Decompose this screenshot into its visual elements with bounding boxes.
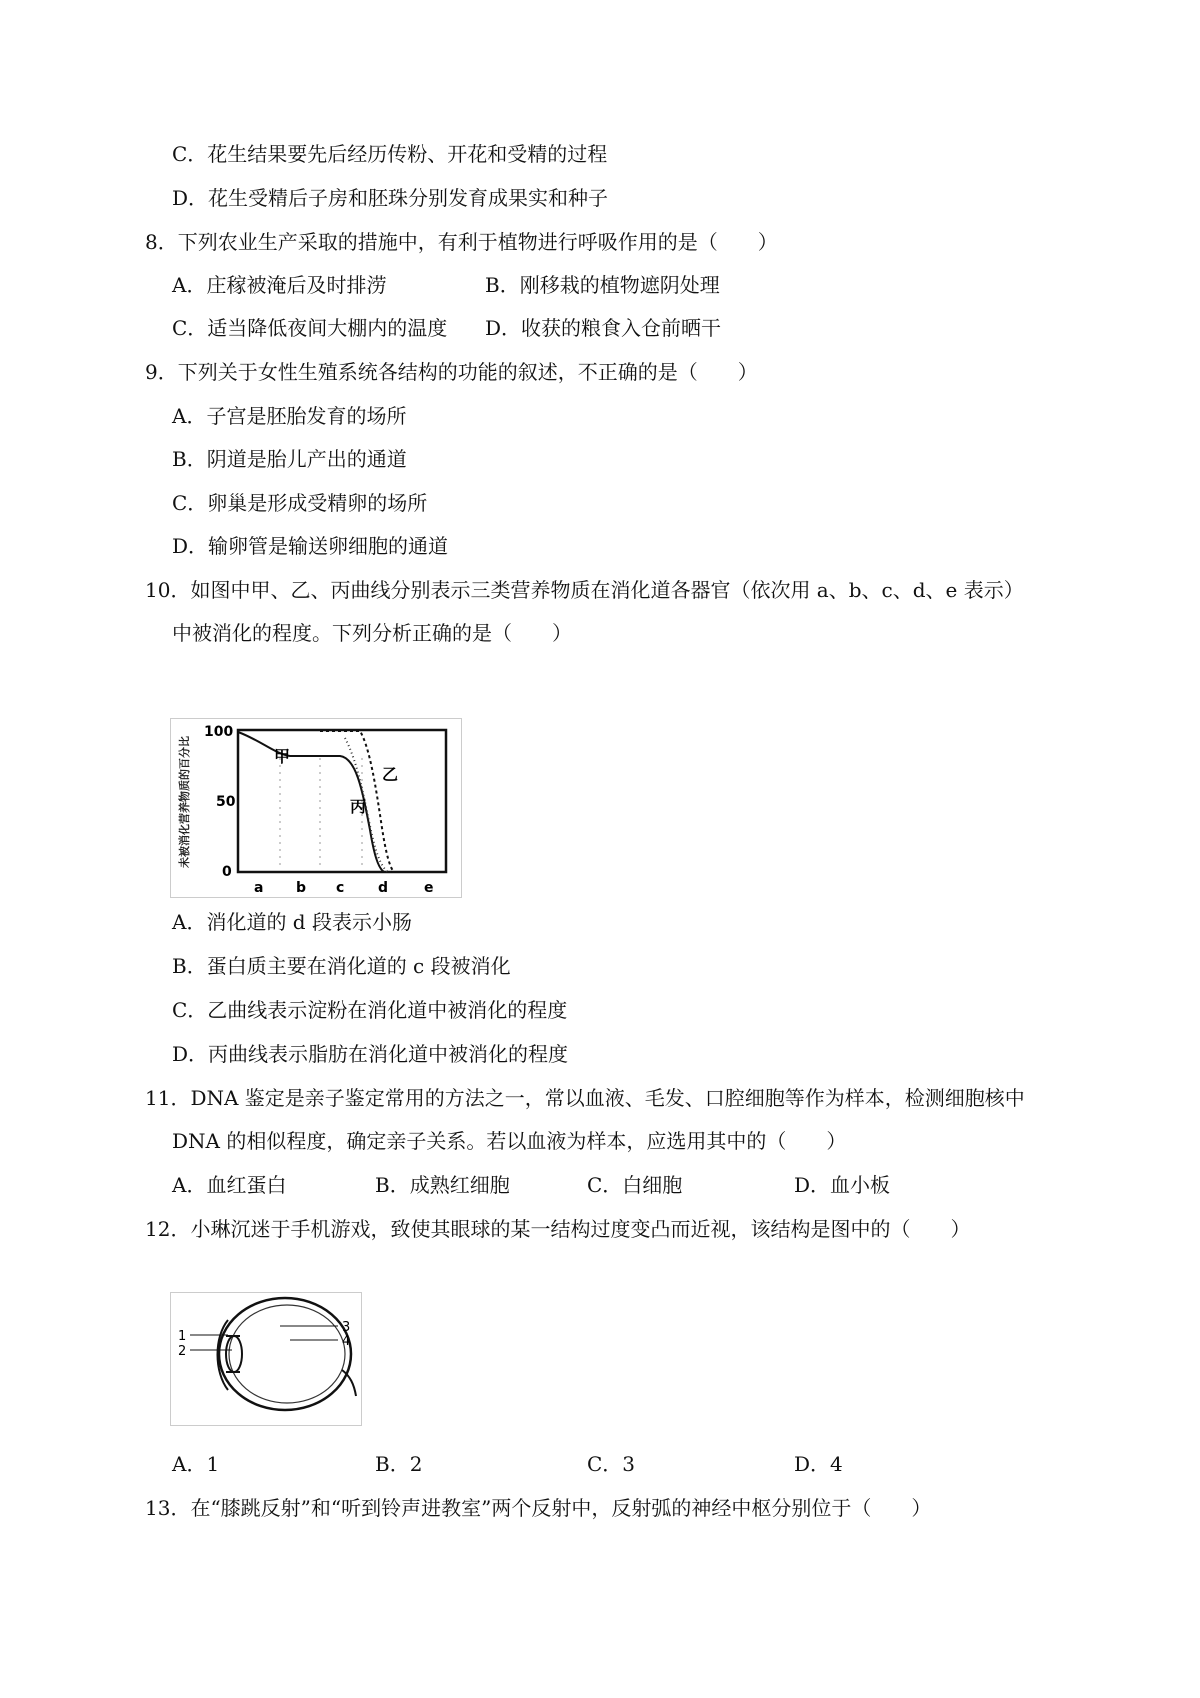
q11-stem-line1: 11．DNA 鉴定是亲子鉴定常用的方法之一，常以血液、毛发、口腔细胞等作为样本，检测细胞核中 [145,1086,1025,1110]
xtick-c: c [336,880,345,896]
xtick-a: a [254,880,264,896]
q10-stem-line1: 10．如图中甲、乙、丙曲线分别表示三类营养物质在消化道各器官（依次用 a、b、c、d、e 表示） [145,578,1024,602]
eye-label-1: 1 [178,1329,187,1344]
label-yi: 乙 [382,765,399,784]
q7-option-c: C．花生结果要先后经历传粉、开花和受精的过程 [172,142,608,166]
q11-option-b: B．成熟红细胞 [375,1173,510,1197]
q9-option-d: D．输卵管是输送卵细胞的通道 [172,534,449,558]
q12-stem: 12．小琳沉迷于手机游戏，致使其眼球的某一结构过度变凸而近视，该结构是图中的（ ） [145,1217,971,1241]
q8-option-a: A．庄稼被淹后及时排涝 [172,273,387,297]
eye-label-3: 3 [342,1320,351,1335]
q8-option-c: C．适当降低夜间大棚内的温度 [172,316,448,340]
figure-ylabel: 未被消化营养物质的百分比 [178,736,191,868]
label-jia: 甲 [274,747,291,766]
q10-option-d: D．丙曲线表示脂肪在消化道中被消化的程度 [172,1042,569,1066]
ytick-100: 100 [204,724,234,740]
q9-option-a: A．子宫是胚胎发育的场所 [172,404,407,428]
q10-option-a: A．消化道的 d 段表示小肠 [172,910,412,934]
q13-stem: 13．在“膝跳反射”和“听到铃声进教室”两个反射中，反射弧的神经中枢分别位于（ ） [145,1496,932,1520]
q12-option-b: B．2 [375,1452,423,1476]
q12-option-c: C．3 [587,1452,636,1476]
q11-option-a: A．血红蛋白 [172,1173,287,1197]
q8-stem: 8．下列农业生产采取的措施中，有利于植物进行呼吸作用的是（ ） [145,230,778,254]
eyeball-figure [170,1292,362,1426]
q12-option-d: D．4 [794,1452,843,1476]
q9-stem: 9．下列关于女性生殖系统各结构的功能的叙述，不正确的是（ ） [145,360,758,384]
xtick-b: b [296,880,307,896]
ytick-0: 0 [222,864,232,880]
xtick-e: e [424,880,434,896]
label-bing: 丙 [350,797,367,816]
xtick-d: d [378,880,389,896]
q10-option-c: C．乙曲线表示淀粉在消化道中被消化的程度 [172,998,568,1022]
q7-option-d: D．花生受精后子房和胚珠分别发育成果实和种子 [172,186,609,210]
q8-option-b: B．刚移栽的植物遮阴处理 [485,273,720,297]
q11-option-d: D．血小板 [794,1173,891,1197]
q11-stem-line2: DNA 的相似程度，确定亲子关系。若以血液为样本，应选用其中的（ ） [172,1129,847,1153]
q9-option-b: B．阴道是胎儿产出的通道 [172,447,407,471]
figure-frame [171,719,462,898]
q9-option-c: C．卵巢是形成受精卵的场所 [172,491,428,515]
figure-frame [171,1293,362,1426]
eye-label-2: 2 [178,1344,187,1359]
ytick-50: 50 [216,794,236,810]
q8-option-d: D．收获的粮食入仓前晒干 [485,316,722,340]
q12-option-a: A．1 [172,1452,220,1476]
q10-stem-line2: 中被消化的程度。下列分析正确的是（ ） [172,621,572,645]
q10-option-b: B．蛋白质主要在消化道的 c 段被消化 [172,954,511,978]
q11-option-c: C．白细胞 [587,1173,683,1197]
digestion-curve-figure [170,718,462,898]
eye-label-4: 4 [342,1334,351,1349]
